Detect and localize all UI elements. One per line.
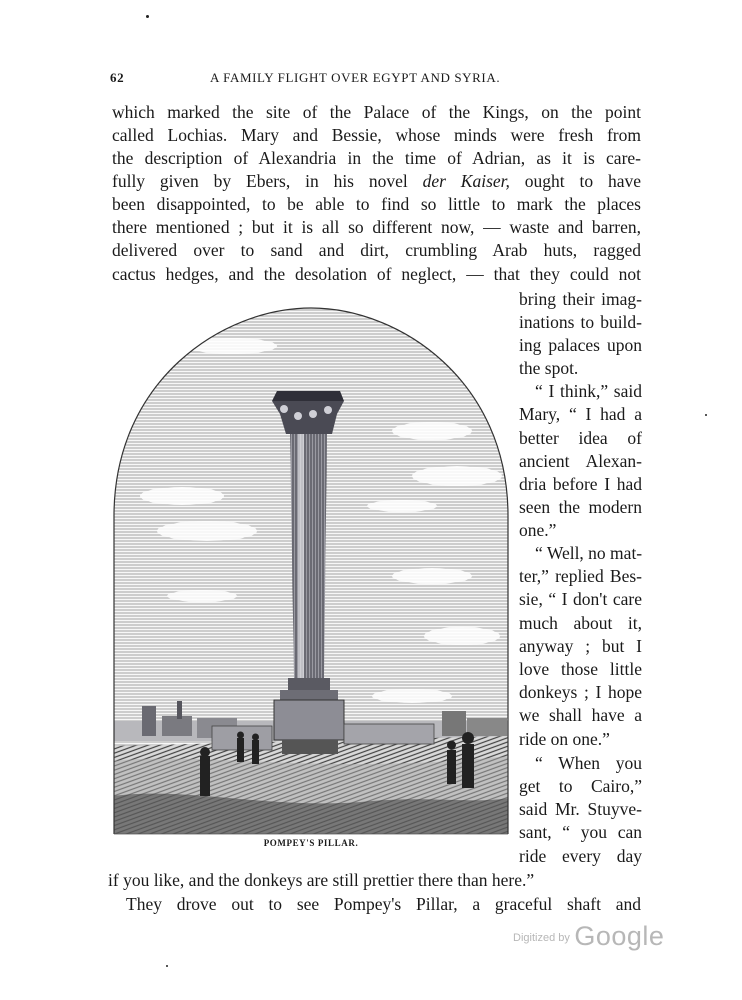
side-text-line: the spot. bbox=[519, 358, 579, 378]
side-text-line: dria before I had bbox=[519, 474, 642, 494]
pompeys-pillar-engraving bbox=[112, 306, 510, 836]
text-line: called Lochias. Mary and Bessie, whose minds were fresh from bbox=[112, 125, 641, 145]
side-text-line: sie, “ I don't care bbox=[519, 589, 642, 609]
text-line: there mentioned ; but it is all so different now, — waste and barren, bbox=[112, 217, 641, 237]
page-number: 62 bbox=[110, 70, 125, 85]
side-text-line: ing palaces upon bbox=[519, 335, 642, 355]
italic-title: der Kaiser, bbox=[422, 171, 510, 191]
side-text-line: love those little bbox=[519, 659, 642, 679]
side-text-line: anyway ; but I bbox=[519, 636, 642, 656]
running-header bbox=[110, 70, 640, 90]
text-line: They drove out to see Pompey's Pillar, a graceful shaft and bbox=[126, 894, 641, 914]
side-text-line: much about it, bbox=[519, 613, 642, 633]
side-text-line: said Mr. Stuyve- bbox=[519, 799, 642, 819]
side-text-line: ter,” replied Bes- bbox=[519, 566, 642, 586]
page-speck bbox=[166, 965, 168, 967]
figure-caption: POMPEY'S PILLAR. bbox=[263, 838, 359, 848]
side-text-line: get to Cairo,” bbox=[519, 776, 642, 796]
side-text-line: inations to build- bbox=[519, 312, 642, 332]
side-text-line: seen the modern bbox=[519, 497, 642, 517]
running-title: A FAMILY FLIGHT OVER EGYPT AND SYRIA. bbox=[210, 70, 501, 85]
text-line bbox=[112, 169, 641, 193]
text-line: been disappointed, to be able to find so little to mark the places bbox=[112, 194, 641, 214]
page-speck bbox=[705, 414, 707, 416]
side-text-line: “ Well, no mat- bbox=[535, 543, 643, 563]
side-text-line: one.” bbox=[519, 520, 557, 540]
text-line: delivered over to sand and dirt, crumbling Arab huts, ragged bbox=[112, 240, 641, 260]
google-logo: Google bbox=[574, 921, 665, 951]
side-text-line: sant, “ you can bbox=[519, 822, 642, 842]
watermark-prefix: Digitized by bbox=[513, 932, 570, 944]
side-text-line: ride every day bbox=[519, 846, 642, 866]
side-text-line: ride on one.” bbox=[519, 729, 610, 749]
text-line: the description of Alexandria in the time of Adrian, as it is care- bbox=[112, 148, 641, 168]
side-text-line: “ I think,” said bbox=[535, 381, 642, 401]
text-line: if you like, and the donkeys are still prettier there than here.” bbox=[108, 870, 535, 890]
side-text-line: donkeys ; I hope bbox=[519, 682, 642, 702]
text-fragment: fully given by Ebers, in his novel bbox=[112, 171, 408, 191]
side-text-line: Mary, “ I had a bbox=[519, 404, 642, 424]
side-text-line: ancient Alexan- bbox=[519, 451, 642, 471]
text-line: cactus hedges, and the desolation of neglect, — that they could not bbox=[112, 264, 641, 284]
page-speck bbox=[146, 15, 149, 18]
text-fragment: ought to have bbox=[524, 171, 642, 191]
side-text-line: better idea of bbox=[519, 428, 642, 448]
side-text-line: bring their imag- bbox=[519, 289, 642, 309]
google-watermark bbox=[513, 921, 664, 957]
side-text-line: we shall have a bbox=[519, 705, 642, 725]
text-line: which marked the site of the Palace of the Kings, on the point bbox=[112, 102, 641, 122]
side-text-line: “ When you bbox=[535, 753, 642, 773]
